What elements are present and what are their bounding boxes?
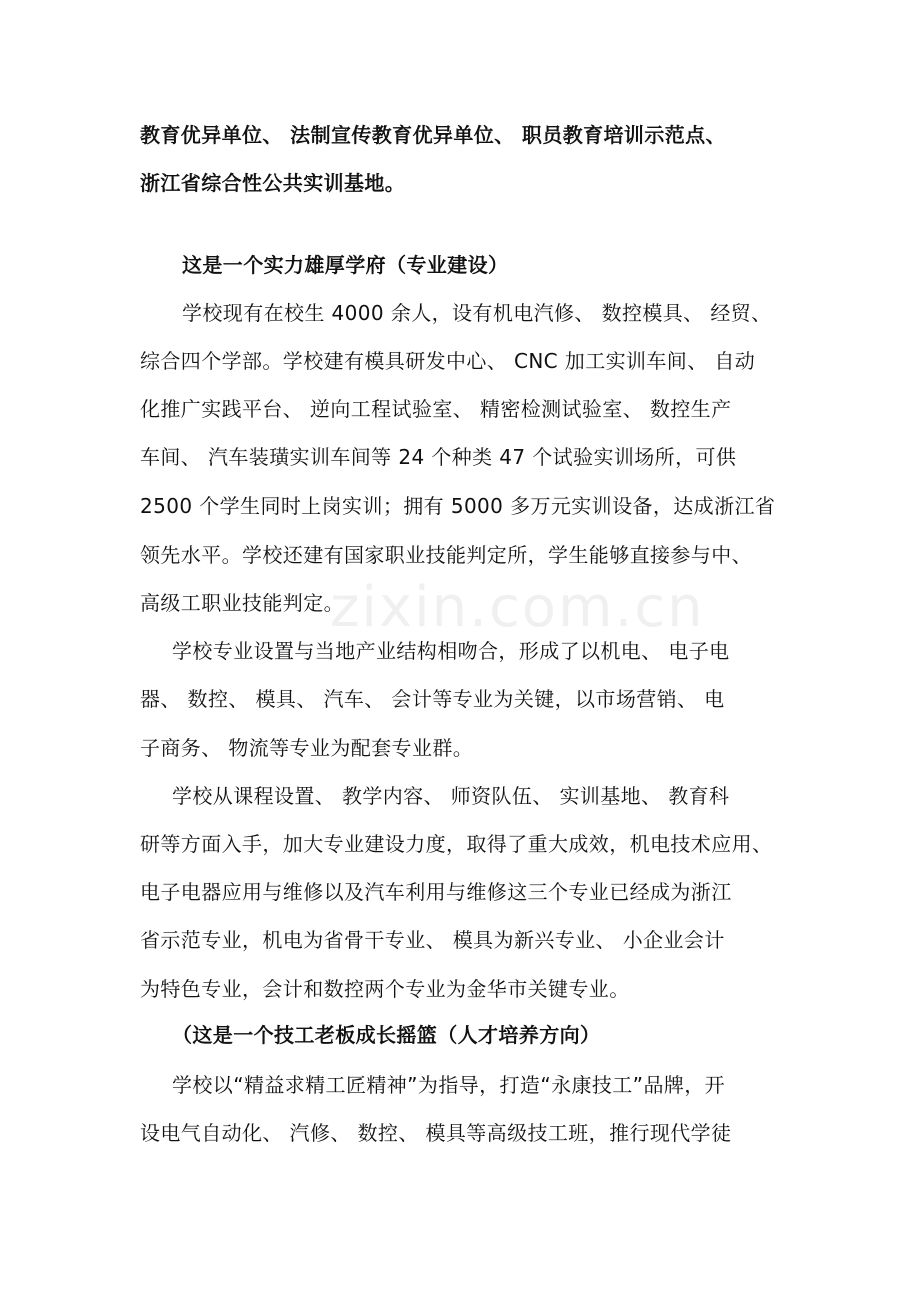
watermark: zixin.com.cn	[330, 575, 705, 640]
p1-line-7: 高级工职业技能判定。	[140, 591, 344, 615]
p2-line-3: 子商务、 物流等专业为配套专业群。	[140, 736, 474, 760]
p2-line-2: 器、 数控、 模具、 汽车、 会计等专业为关键，以市场营销、 电	[140, 687, 725, 711]
p3-line-5: 为特色专业，会计和数控两个专业为金华市关键专业。	[140, 977, 630, 1001]
p4-line-2: 设电气自动化、 汽修、 数控、 模具等高级技工班，推行现代学徒	[140, 1121, 732, 1145]
p1-line-3: 化推广实践平台、 逆向工程试验室、 精密检测试验室、 数控生产	[140, 397, 732, 421]
p1-line-1: 学校现有在校生 4000 余人，设有机电汽修、 数控模具、 经贸、	[182, 301, 772, 325]
p4-line-1: 学校以“精益求精工匠精神”为指导，打造“永康技工”品牌，开	[172, 1073, 726, 1097]
p1-line-5: 2500 个学生同时上岗实训；拥有 5000 多万元实训设备，达成浙江省	[140, 494, 776, 518]
p1-line-4: 车间、 汽车装璜实训车间等 24 个种类 47 个试验实训场所，可供	[140, 445, 737, 469]
section-heading-2: （这是一个技工老板成长摇篮（人才培养方向）	[172, 1023, 601, 1047]
p2-line-1: 学校专业设置与当地产业结构相吻合，形成了以机电、 电子电	[172, 639, 730, 663]
section-heading-1: 这是一个实力雄厚学府（专业建设）	[182, 253, 509, 277]
p3-line-4: 省示范专业，机电为省骨干专业、 模具为新兴专业、 小企业会计	[140, 928, 725, 952]
p3-line-3: 电子电器应用与维修以及汽车利用与维修这三个专业已经成为浙江	[140, 880, 732, 904]
p1-line-2: 综合四个学部。学校建有模具研发中心、 CNC 加工实训车间、 自动	[140, 349, 756, 373]
p3-line-1: 学校从课程设置、 教学内容、 师资队伍、 实训基地、 教育科	[172, 784, 730, 808]
p1-line-6: 领先水平。学校还建有国家职业技能判定所，学生能够直接参与中、	[140, 543, 752, 567]
intro-line-1: 教育优异单位、 法制宣传教育优异单位、 职员教育培训示范点、	[140, 123, 726, 147]
p3-line-2: 研等方面入手，加大专业建设力度，取得了重大成效，机电技术应用、	[140, 832, 773, 856]
intro-line-2: 浙江省综合性公共实训基地。	[140, 171, 406, 195]
